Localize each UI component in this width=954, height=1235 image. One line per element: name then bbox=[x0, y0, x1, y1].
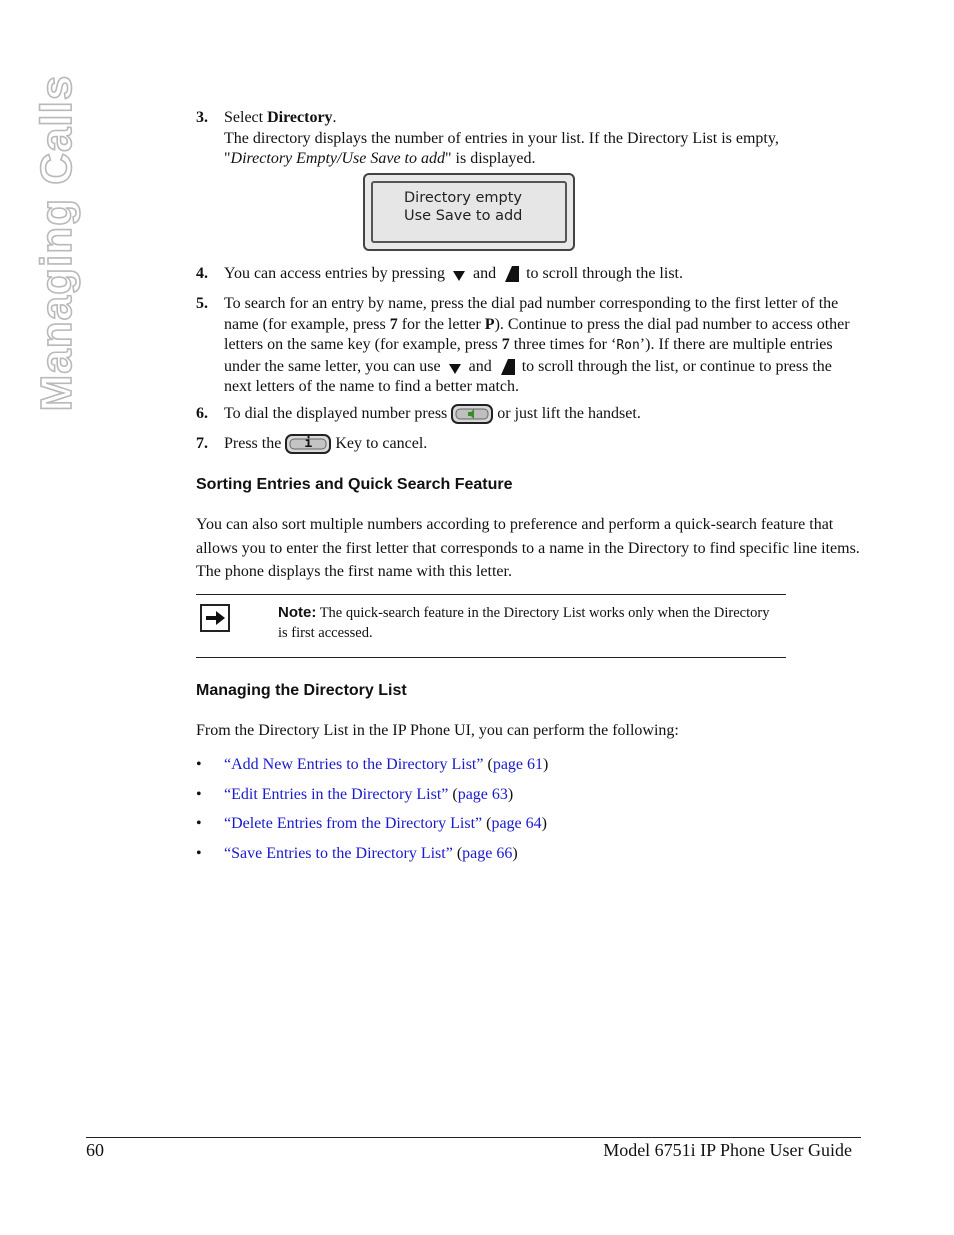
step-text: " bbox=[224, 150, 231, 167]
step-bold: 7 bbox=[501, 336, 510, 353]
step-text: . bbox=[332, 109, 337, 126]
note-top-rule bbox=[196, 594, 786, 595]
step-text: The directory displays the number of entries in your list. If the Directory List is empty, bbox=[224, 129, 779, 147]
link-add-new-entries[interactable]: “Add New Entries to the Directory List” bbox=[224, 756, 484, 773]
link-page-64[interactable]: page 64 bbox=[491, 815, 542, 832]
footer-rule bbox=[86, 1137, 861, 1138]
lcd-line-1: Directory empty bbox=[404, 190, 522, 206]
step-number: 3. bbox=[196, 109, 208, 126]
page-number: 60 bbox=[86, 1140, 104, 1160]
step-text: to scroll through the list, or continue to press the next letters of the name to find a better match. bbox=[224, 357, 832, 395]
section-heading-managing: Managing the Directory List bbox=[196, 682, 407, 699]
link-save-entries[interactable]: “Save Entries to the Directory List” bbox=[224, 845, 453, 862]
step-text: " is displayed. bbox=[445, 150, 536, 167]
step-text: Press the bbox=[224, 435, 282, 452]
list-item: • “Save Entries to the Directory List” (page 66) bbox=[196, 845, 518, 862]
list-item: • “Add New Entries to the Directory List” (page 61) bbox=[196, 756, 549, 773]
lcd-line-2: Use Save to add bbox=[404, 208, 523, 224]
step-text: ’). If there are multiple entries under the same letter, you can use bbox=[224, 336, 833, 375]
bullet-dot: • bbox=[196, 786, 202, 803]
up-arrow-key-icon bbox=[500, 264, 522, 284]
step-text: Select bbox=[224, 109, 268, 126]
lcd-screen bbox=[371, 181, 567, 243]
step-text: three times for ‘ bbox=[509, 336, 617, 353]
step-text: To search for an entry by name, press the dial pad number corresponding to the first letter of the name (for example, press bbox=[224, 295, 839, 333]
step-text: You can access entries by pressing bbox=[224, 265, 445, 282]
bullet-dot: • bbox=[196, 756, 202, 773]
lcd-display bbox=[363, 173, 575, 251]
list-item: • “Delete Entries from the Directory List” (page 64) bbox=[196, 815, 547, 832]
step-italic: Directory Empty/Use Save to add bbox=[230, 150, 445, 167]
step-7 bbox=[196, 434, 856, 455]
step-text: To dial the displayed number press bbox=[224, 405, 448, 422]
step-3 bbox=[196, 108, 856, 170]
bullet-dot: • bbox=[196, 845, 202, 862]
link-delete-entries[interactable]: “Delete Entries from the Directory List” bbox=[224, 815, 483, 832]
step-text: for the letter bbox=[397, 315, 485, 333]
step-text: and bbox=[473, 265, 497, 282]
step-text: or just lift the handset. bbox=[497, 405, 641, 422]
bullet-dot: • bbox=[196, 815, 202, 832]
footer-title: Model 6751i IP Phone User Guide bbox=[603, 1140, 852, 1160]
step-bold: Directory bbox=[267, 109, 333, 126]
down-arrow-key-icon bbox=[449, 265, 469, 283]
step-text: ). Continue to press the dial pad number to access other letters on the same key (for example, press bbox=[224, 315, 850, 353]
step-bold: 7 bbox=[389, 315, 398, 333]
step-text: and bbox=[468, 357, 492, 375]
note-bottom-rule bbox=[196, 657, 786, 658]
down-arrow-key-icon bbox=[445, 358, 465, 376]
up-arrow-key-icon bbox=[496, 357, 518, 377]
info-key-label: i bbox=[304, 436, 313, 452]
note-label: Note: bbox=[278, 604, 317, 621]
list-item: • “Edit Entries in the Directory List” (page 63) bbox=[196, 786, 514, 803]
section-heading-sorting: Sorting Entries and Quick Search Feature bbox=[196, 476, 513, 493]
step-text: to scroll through the list. bbox=[526, 265, 683, 282]
note-arrow-icon bbox=[200, 604, 230, 632]
step-bold: P bbox=[484, 315, 495, 333]
step-number: 5. bbox=[196, 295, 208, 312]
section-paragraph-sorting: You can also sort multiple numbers according to preference and perform a quick-search feature that allows you to enter the first letter that corresponds to a name in the Directory to find specific line items. The phone displays the first name with this letter. bbox=[196, 516, 860, 580]
side-tab bbox=[32, 74, 81, 412]
info-key-icon bbox=[285, 434, 331, 454]
link-page-61[interactable]: page 61 bbox=[492, 756, 544, 773]
side-tab-label: Managing Calls bbox=[32, 74, 81, 412]
step-4 bbox=[196, 264, 856, 285]
link-page-63[interactable]: page 63 bbox=[457, 786, 508, 803]
speaker-key-icon bbox=[451, 404, 493, 424]
display-text: Ron bbox=[616, 338, 640, 353]
step-number: 4. bbox=[196, 265, 208, 282]
link-edit-entries[interactable]: “Edit Entries in the Directory List” bbox=[224, 786, 449, 803]
section-paragraph-managing: From the Directory List in the IP Phone UI, you can perform the following: bbox=[196, 722, 679, 739]
step-5 bbox=[196, 294, 856, 398]
note-body: The quick-search feature in the Directory List works only when the Directory is first accessed. bbox=[278, 605, 770, 641]
note-text bbox=[278, 603, 778, 643]
step-6 bbox=[196, 404, 856, 425]
step-number: 6. bbox=[196, 405, 208, 422]
link-page-66[interactable]: page 66 bbox=[462, 845, 513, 862]
step-number: 7. bbox=[196, 435, 208, 452]
step-text: Key to cancel. bbox=[335, 435, 428, 452]
